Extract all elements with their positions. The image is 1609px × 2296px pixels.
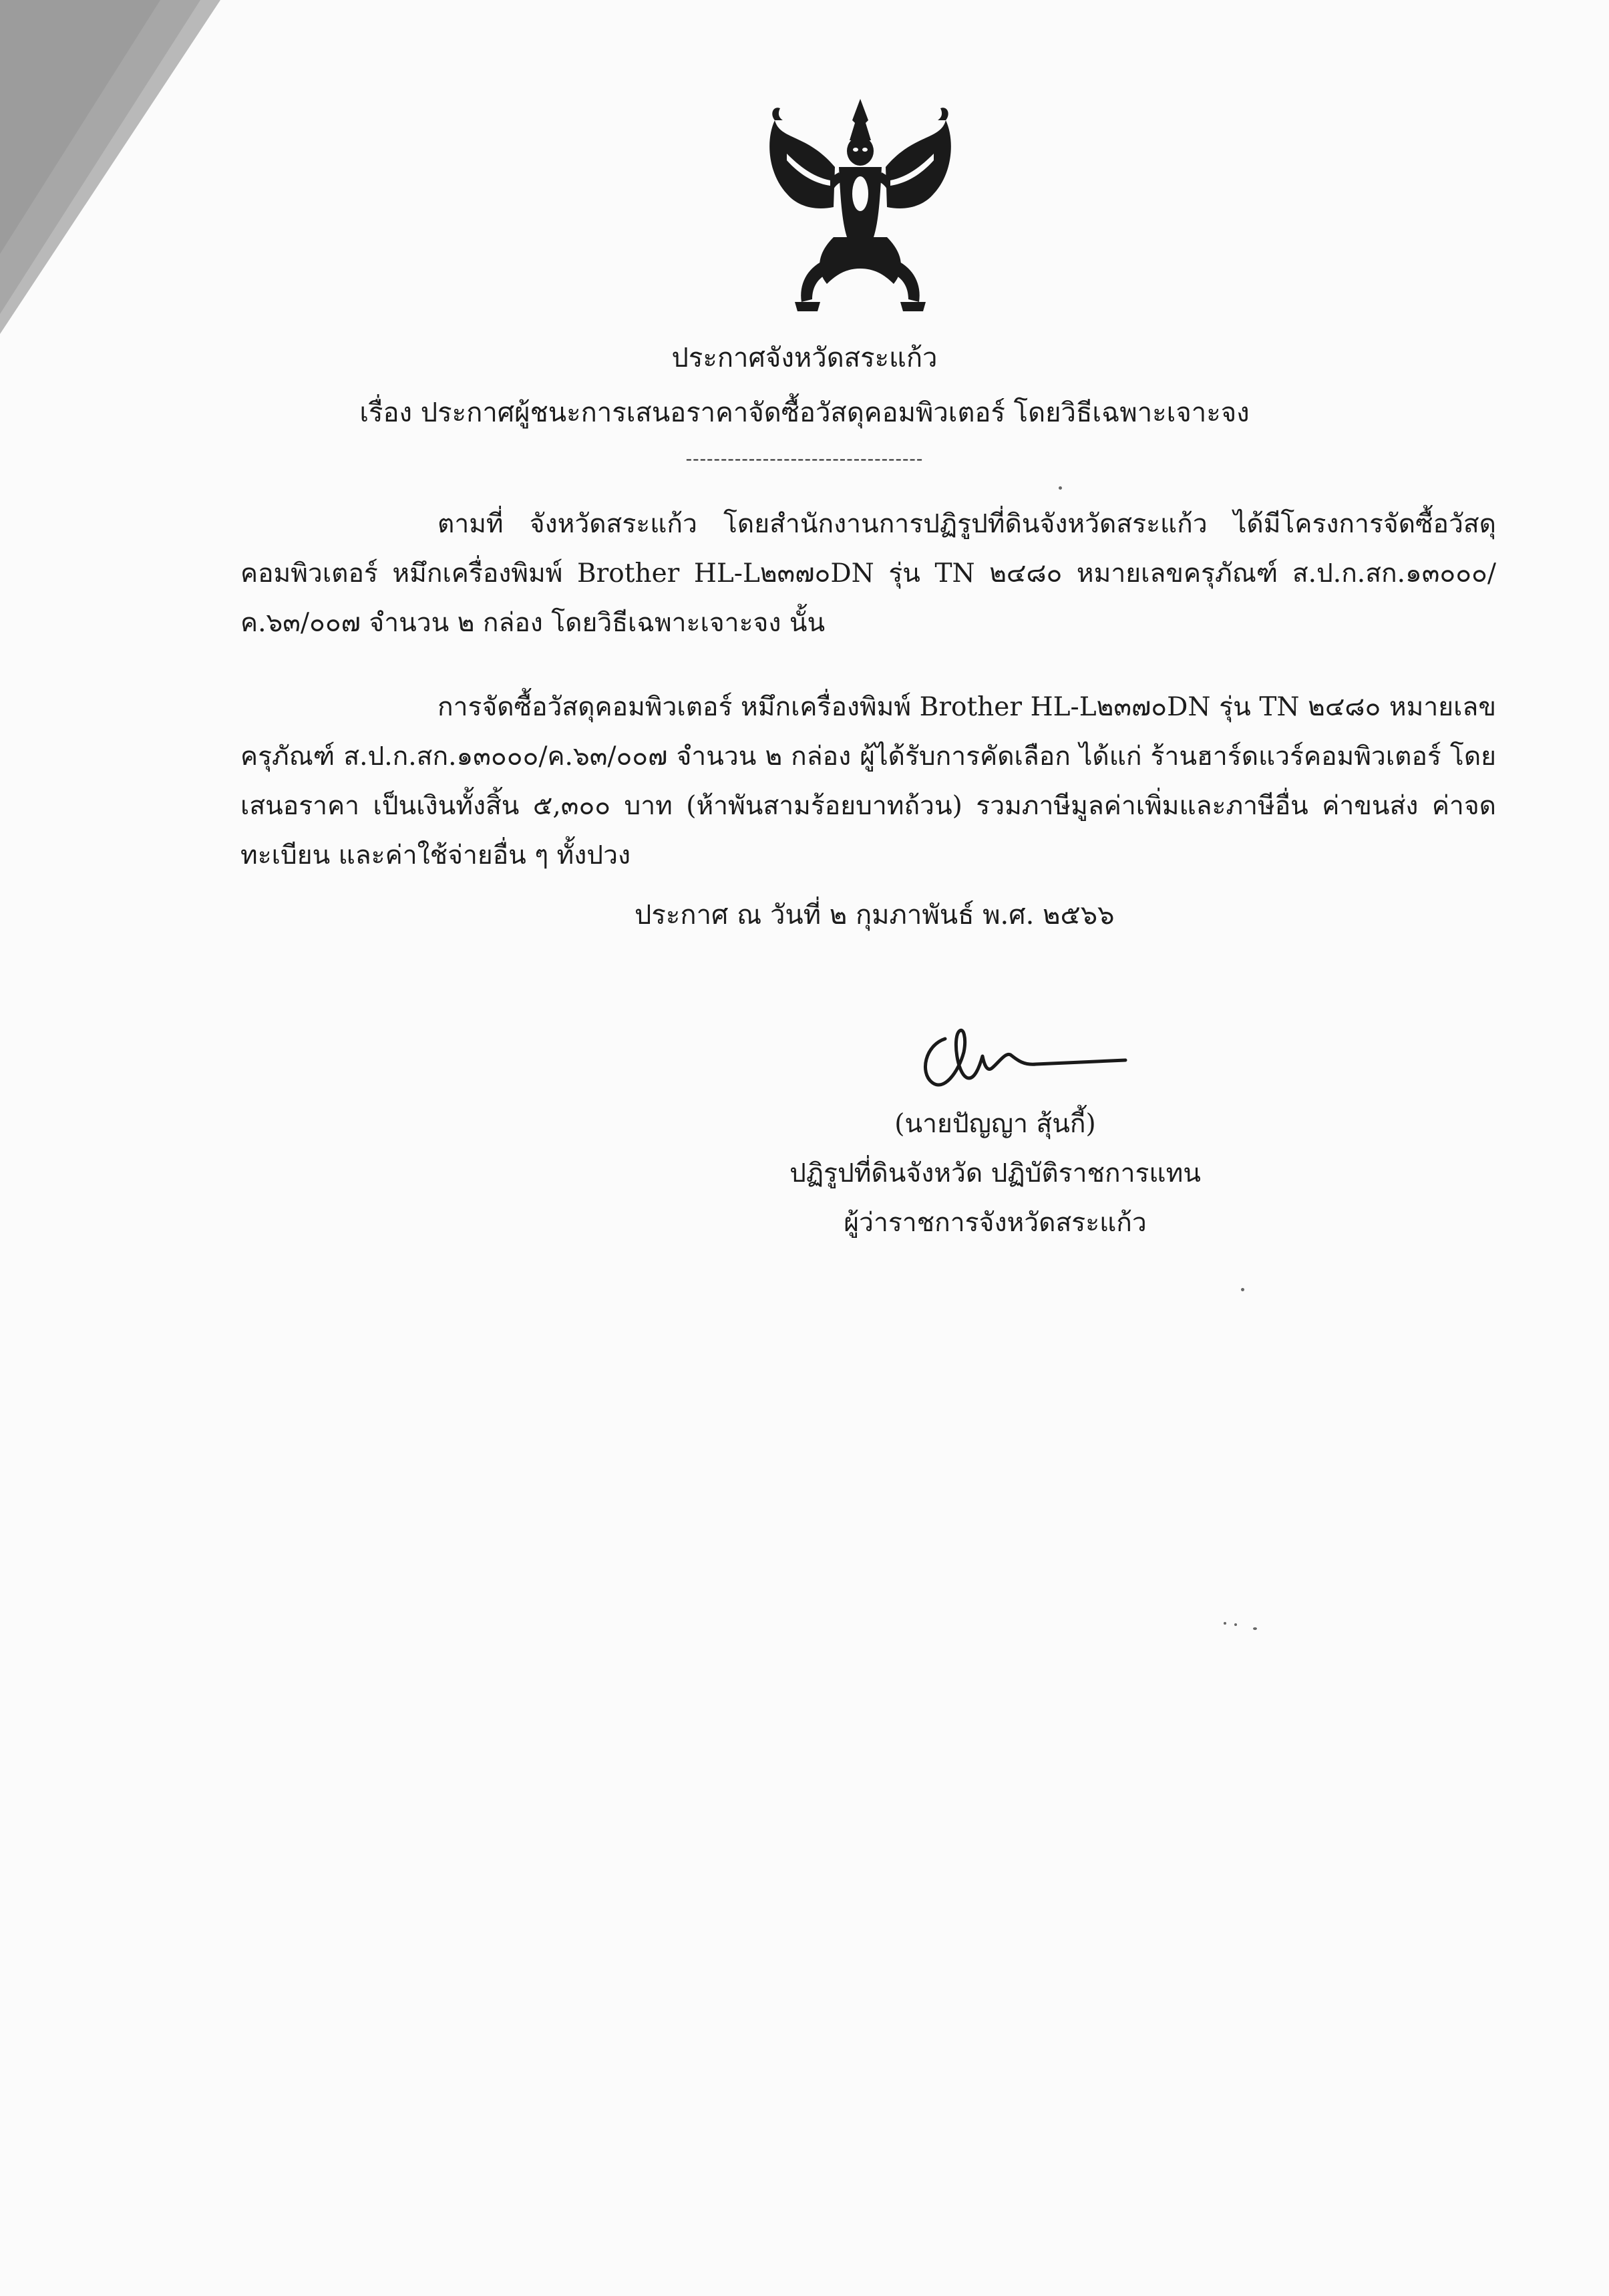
document-subject: เรื่อง ประกาศผู้ชนะการเสนอราคาจัดซื้อวัสดุคอมพิวเตอร์ โดยวิธีเฉพาะเจาะจง [359, 397, 1250, 428]
signer-position-line1: ปฏิรูปที่ดินจังหวัด ปฏิบัติราชการแทน [789, 1158, 1201, 1188]
scan-speck [1224, 1622, 1226, 1625]
scan-speck [1234, 1623, 1237, 1626]
signer-position-line2: ผู้ว่าราชการจังหวัดสระแก้ว [844, 1208, 1147, 1238]
body-paragraph-1: ตามที่ จังหวัดสระแก้ว โดยสำนักงานการปฏิรูปที่ดินจังหวัดสระแก้ว ได้มีโครงการจัดซื้อวัสดุคอมพิวเตอร์ หมึกเครื่องพิมพ์ Brother HL-L๒๓๗๐DN รุ่น TN ๒๔๘๐ หมายเลขครุภัณฑ์ ส.ป.ก.สก.๑๓๐๐๐/ค.๖๓/๐๐๗ จำนวน ๒ กล่อง โดยวิธีเฉพาะเจาะจง นั้น [240, 509, 1496, 638]
document-title: ประกาศจังหวัดสระแก้ว [671, 343, 938, 373]
body-paragraph-2: การจัดซื้อวัสดุคอมพิวเตอร์ หมึกเครื่องพิมพ์ Brother HL-L๒๓๗๐DN รุ่น TN ๒๔๘๐ หมายเลขครุภัณฑ์ ส.ป.ก.สก.๑๓๐๐๐/ค.๖๓/๐๐๗ จำนวน ๒ กล่อง ผู้ได้รับการคัดเลือก ได้แก่ ร้านฮาร์ดแวร์คอมพิวเตอร์ โดยเสนอราคา เป็นเงินทั้งสิ้น ๕,๓๐๐ บาท (ห้าพันสามร้อยบาทถ้วน) รวมภาษีมูลค่าเพิ่มและภาษีอื่น ค่าขนส่ง ค่าจดทะเบียน และค่าใช้จ่ายอื่น ๆ ทั้งปวง [240, 692, 1496, 870]
signer-name: (นายปัญญา สุ้นกี้) [894, 1109, 1096, 1139]
handwritten-signature [905, 999, 1132, 1106]
scan-speck [1059, 486, 1062, 490]
scan-speck [1241, 1288, 1244, 1291]
scan-speck [1253, 1627, 1257, 1630]
scan-corner-shadow [0, 0, 281, 347]
garuda-emblem-icon [760, 94, 960, 321]
separator-line: ---------------------------------- [685, 448, 924, 470]
announce-date: ประกาศ ณ วันที่ ๒ กุมภาพันธ์ พ.ศ. ๒๕๖๖ [635, 900, 1115, 931]
